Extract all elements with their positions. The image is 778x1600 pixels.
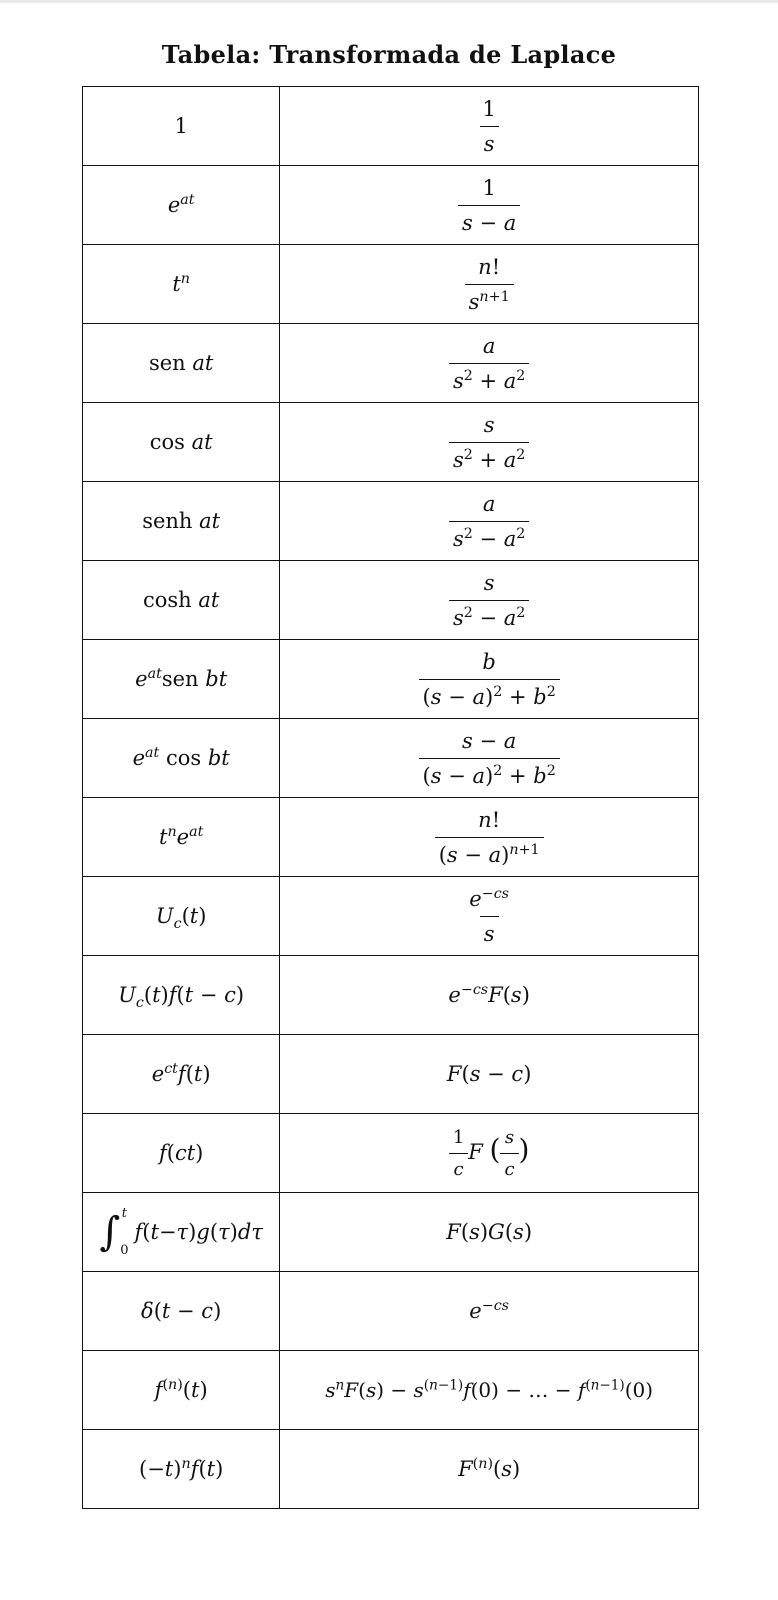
table-row bbox=[83, 1035, 699, 1114]
f-cell: $e^{at}$ bbox=[83, 166, 280, 245]
F-cell: $\frac{1}{s - a}$ bbox=[280, 166, 699, 245]
table-row bbox=[83, 719, 699, 798]
f-cell: $U_c(t)$ bbox=[83, 877, 280, 956]
f-cell: $t^n$ bbox=[83, 245, 280, 324]
f-cell: $U_c(t)f(t - c)$ bbox=[83, 956, 280, 1035]
F-cell: $\frac{1}{s}$ bbox=[280, 87, 699, 166]
f-cell: δ(t − c) bbox=[83, 1272, 280, 1351]
table-row bbox=[83, 1193, 699, 1272]
table-row bbox=[83, 482, 699, 561]
table-row bbox=[83, 561, 699, 640]
table-row bbox=[83, 324, 699, 403]
table-row bbox=[83, 403, 699, 482]
f-cell: ∫ t 0 f ( t − τ ) g ( τ ) dτ bbox=[83, 1193, 280, 1272]
F-cell: $\frac{a}{s^2 - a^2}$ bbox=[280, 482, 699, 561]
F-cell: $\frac{s}{s^2 - a^2}$ bbox=[280, 561, 699, 640]
table-row bbox=[83, 877, 699, 956]
F-cell: $\frac{n!}{s^{n+1}}$ bbox=[280, 245, 699, 324]
F-cell: $e^{-cs}F(s)$ bbox=[280, 956, 699, 1035]
page-title: Tabela: Transformada de Laplace bbox=[161, 40, 617, 69]
f-cell: $f^{(n)}(t)$ bbox=[83, 1351, 280, 1430]
table-row bbox=[83, 166, 699, 245]
F-cell: $s^nF(s) - s^{(n-1)}f(0)$ − … − $f^{(n-1)}(0)$ bbox=[280, 1351, 699, 1430]
f-cell: $e^{at}sen$ bt bbox=[83, 640, 280, 719]
f-cell: $(-t)^nf(t)$ bbox=[83, 1430, 280, 1509]
f-cell: sen at bbox=[83, 324, 280, 403]
laplace-table bbox=[82, 86, 699, 1509]
f-cell: $e^{ct}f(t)$ bbox=[83, 1035, 280, 1114]
f-cell: cos at bbox=[83, 403, 280, 482]
table-row bbox=[83, 640, 699, 719]
f-cell: senh at bbox=[83, 482, 280, 561]
f-cell: cosh at bbox=[83, 561, 280, 640]
F-cell: $\frac{1}{c}$ F ( $\frac{s}{c}$ ) bbox=[280, 1114, 699, 1193]
f-cell: f(ct) bbox=[83, 1114, 280, 1193]
table-row bbox=[83, 245, 699, 324]
F-cell: $\frac{s - a}{(s - a)^2 + b^2}$ bbox=[280, 719, 699, 798]
f-cell: $t^ne^{at}$ bbox=[83, 798, 280, 877]
F-cell: $\frac{s}{s^2 + a^2}$ bbox=[280, 403, 699, 482]
table-row bbox=[83, 1430, 699, 1509]
F-cell: $\frac{e^{-cs}}{s}$ bbox=[280, 877, 699, 956]
F-cell: $F^{(n)}(s)$ bbox=[280, 1430, 699, 1509]
F-cell: $e^{-cs}$ bbox=[280, 1272, 699, 1351]
F-cell: $\frac{a}{s^2 + a^2}$ bbox=[280, 324, 699, 403]
top-divider bbox=[0, 0, 778, 3]
F-cell: F(s − c) bbox=[280, 1035, 699, 1114]
table-row bbox=[83, 798, 699, 877]
F-cell: F(s)G(s) bbox=[280, 1193, 699, 1272]
table-row bbox=[83, 1272, 699, 1351]
f-cell: 1 bbox=[83, 87, 280, 166]
F-cell: $\frac{b}{(s - a)^2 + b^2}$ bbox=[280, 640, 699, 719]
table-row bbox=[83, 956, 699, 1035]
table-row bbox=[83, 1114, 699, 1193]
f-cell: $e^{at}$ cos bt bbox=[83, 719, 280, 798]
table-row bbox=[83, 1351, 699, 1430]
table-row bbox=[83, 87, 699, 166]
F-cell: $\frac{n!}{(s - a)^{n+1}}$ bbox=[280, 798, 699, 877]
